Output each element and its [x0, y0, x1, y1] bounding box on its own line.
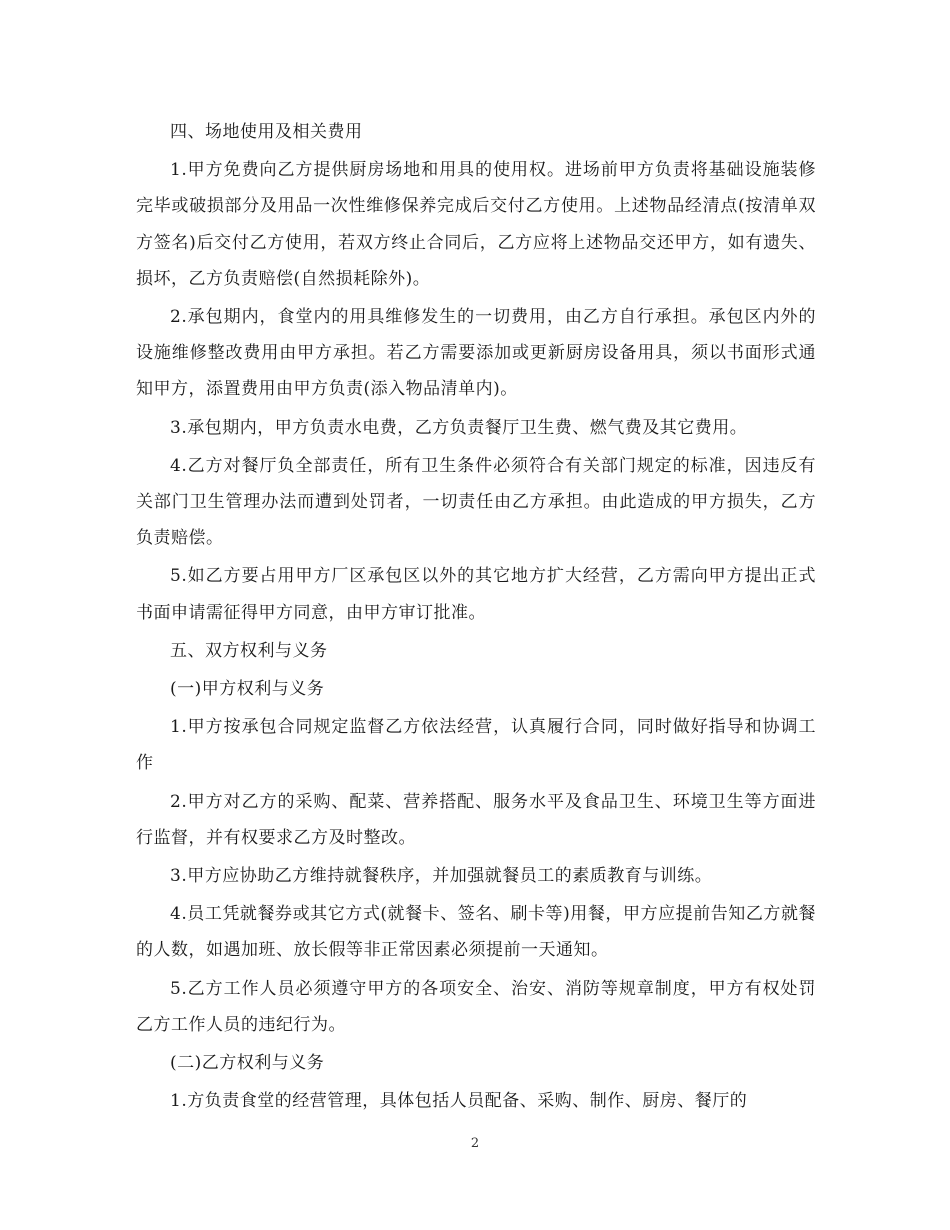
clause-4-1: 1.甲方免费向乙方提供厨房场地和用具的使用权。进场前甲方负责将基础设施装修完毕或破损部分及用品一次性维修保养完成后交付乙方使用。上述物品经清点(按清单双方签名)后交付乙方使用，若双方终止合同后，乙方应将上述物品交还甲方，如有遗失、损坏，乙方负责赔偿(自然损耗除外)。 [136, 160, 816, 289]
section-heading-rights-obligations: 五、双方权利与义务 [170, 640, 328, 661]
clause-4-5: 5.如乙方要占用甲方厂区承包区以外的其它地方扩大经营，乙方需向甲方提出正式书面申请需征得甲方同意，由甲方审订批准。 [136, 566, 816, 623]
document-body [136, 114, 816, 1121]
clause-5a-2: 2.甲方对乙方的采购、配菜、营养搭配、服务水平及食品卫生、环境卫生等方面进行监督，并有权要求乙方及时整改。 [136, 791, 816, 848]
clause-4-4: 4.乙方对餐厅负全部责任，所有卫生条件必须符合有关部门规定的标准，因违反有关部门卫生管理办法而遭到处罚者，一切责任由乙方承担。由此造成的甲方损失，乙方负责赔偿。 [136, 455, 816, 549]
subsection-heading-party-b: (二)乙方权利与义务 [170, 1053, 325, 1074]
clause-4-3: 3.承包期内，甲方负责水电费，乙方负责餐厅卫生费、燃气费及其它费用。 [170, 417, 748, 438]
clause-5a-5: 5.乙方工作人员必须遵守甲方的各项安全、治安、消防等规章制度，甲方有权处罚乙方工作人员的违纪行为。 [136, 978, 816, 1035]
clause-4-2: 2.承包期内，食堂内的用具维修发生的一切费用，由乙方自行承担。承包区内外的设施维修整改费用由甲方承担。若乙方需要添加或更新厨房设备用具，须以书面形式通知甲方，添置费用由甲方负责(添入物品清单内)。 [136, 307, 816, 400]
clause-5a-4: 4.员工凭就餐券或其它方式(就餐卡、签名、刷卡等)用餐，甲方应提前告知乙方就餐的人数，如遇加班、放长假等非正常因素必须提前一天通知。 [136, 904, 816, 961]
clause-5a-1: 1.甲方按承包合同规定监督乙方依法经营，认真履行合同，同时做好指导和协调工作 [136, 717, 816, 774]
subsection-heading-party-a: (一)甲方权利与义务 [170, 679, 325, 700]
clause-5a-3: 3.甲方应协助乙方维持就餐秩序，并加强就餐员工的素质教育与训练。 [170, 866, 713, 887]
section-heading-site-usage: 四、场地使用及相关费用 [170, 122, 363, 142]
clause-5b-1: 1.方负责食堂的经营管理，具体包括人员配备、采购、制作、厨房、餐厅的 [170, 1091, 748, 1112]
page-number: 2 [470, 1136, 480, 1151]
